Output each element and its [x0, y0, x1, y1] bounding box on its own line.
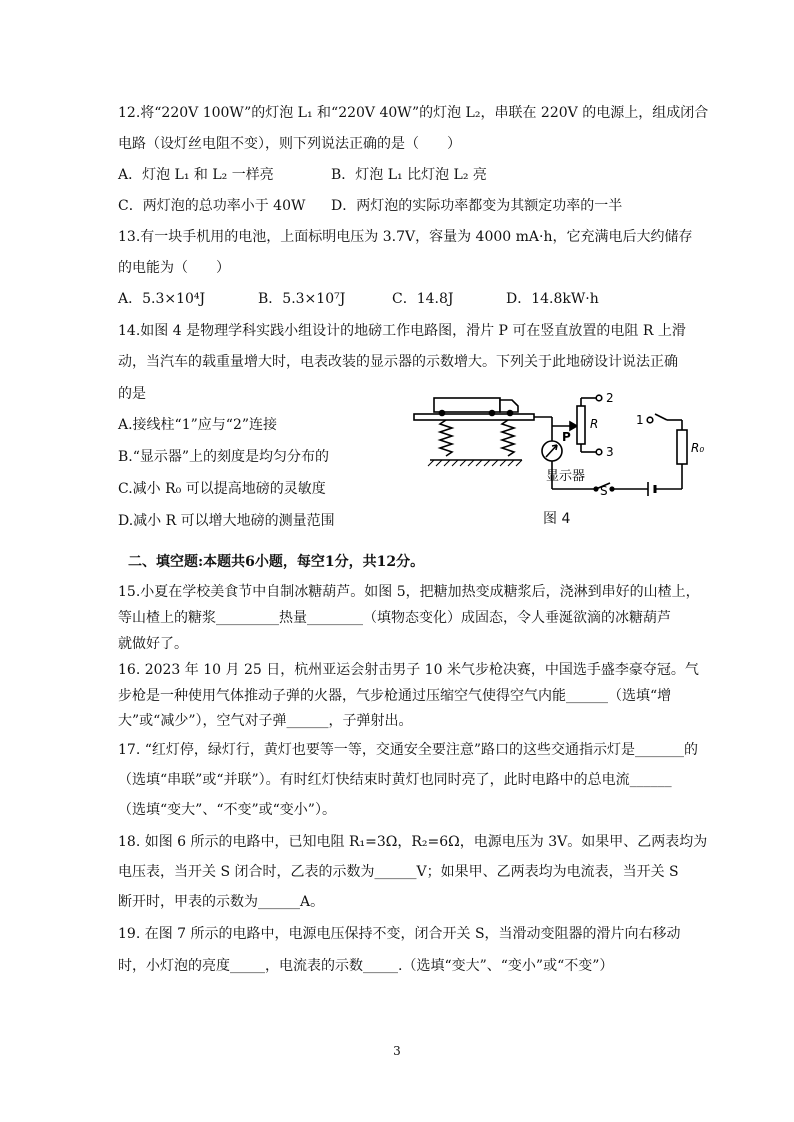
q18-line3: 断开时，甲表的示数为______A。	[118, 894, 325, 910]
q14-stem-line2: 动，当汽车的载重量增大时，电表改装的显示器的示数增大。下列关于此地磅设计说法正确	[118, 354, 678, 370]
q12-option-c: C．两灯泡的总功率小于 40W	[118, 198, 306, 214]
q12-stem-line2: 电路（设灯丝电阻不变），则下列说法正确的是（ ）	[118, 136, 461, 152]
terminal-2	[596, 395, 602, 401]
q18-line2: 电压表，当开关 S 闭合时，乙表的示数为______V；如果甲、乙两表均为电流表，当开关 S	[118, 864, 679, 880]
q12-option-b: B．灯泡 L₁ 比灯泡 L₂ 亮	[331, 167, 487, 183]
q14-stem-line1: 14.如图 4 是物理学科实践小组设计的地磅工作电路图，滑片 P 可在竖直放置的电阻 R 上滑	[118, 323, 686, 339]
scale-platform	[414, 414, 534, 420]
resistor-r-label: R	[590, 417, 599, 431]
q13-stem-line1: 13.有一块手机用的电池，上面标明电压为 3.7V，容量为 4000 mA·h，它充满电后大约储存	[118, 229, 693, 245]
terminal-1	[647, 417, 653, 423]
q12-option-d: D．两灯泡的实际功率都变为其额定功率的一半	[331, 198, 623, 214]
q12-stem-line1: 12.将“220V 100W”的灯泡 L₁ 和“220V 40W”的灯泡 L₂，串联在 220V 的电源上，组成闭合	[118, 105, 709, 121]
spring-right	[502, 420, 514, 456]
q15-line1: 15.小夏在学校美食节中自制冰糖葫芦。如图 5，把糖加热变成糖浆后，浇淋到串好的山楂上，	[118, 584, 700, 600]
q16-line2: 步枪是一种使用气体推动子弹的火器，气步枪通过压缩空气使得空气内能______（选填“增	[118, 688, 672, 704]
q13-stem-line2: 的电能为（ ）	[118, 260, 230, 276]
q16-line1: 16. 2023 年 10 月 25 日，杭州亚运会射击男子 10 米气步枪决赛，中国选手盛李豪夺冠。气	[118, 662, 699, 678]
q13-option-c: C．14.8J	[392, 291, 454, 307]
q15-line3: 就做好了。	[118, 636, 188, 652]
resistor-r	[577, 406, 585, 444]
q17-line2: （选填“串联”或“并联”）。有时红灯快结束时黄灯也同时亮了，此时电路中的总电流______	[118, 772, 672, 788]
q19-line1: 19. 在图 7 所示的电路中，电源电压保持不变，闭合开关 S，当滑动变阻器的滑片向右移动	[118, 926, 681, 942]
q17-line3: （选填“变大”、“不变”或“变小”）。	[118, 802, 336, 818]
q15-line2: 等山楂上的糖浆_________热量________（填物态变化）成固态，令人垂涎欲滴的冰糖葫芦	[118, 610, 671, 626]
q16-line3: 大”或“减少”），空气对子弹______，子弹射出。	[118, 713, 413, 729]
terminal-3	[596, 449, 602, 455]
display-label: 显示器	[546, 469, 586, 484]
terminal-2-label: 2	[606, 391, 614, 405]
q14-option-b: B.“显示器”上的刻度是均匀分布的	[118, 449, 330, 465]
resistor-r0-label: R₀	[691, 441, 705, 455]
q13-option-d: D．14.8kW·h	[506, 291, 599, 307]
page-number: 3	[393, 1044, 401, 1058]
q12-option-a: A．灯泡 L₁ 和 L₂ 一样亮	[118, 167, 274, 183]
truck-body	[434, 398, 500, 412]
q19-line2: 时，小灯泡的亮度_____，电流表的示数_____.（选填“变大”、“变小”或“不变”）	[118, 958, 614, 974]
q13-option-a: A．5.3×10⁴J	[118, 291, 206, 307]
switch-s-label: S	[600, 484, 608, 498]
figure-4-caption: 图 4	[543, 511, 571, 527]
q13-option-b: B．5.3×10⁷J	[258, 291, 346, 307]
terminal-3-label: 3	[606, 445, 614, 459]
q14-option-c: C.减小 R₀ 可以提高地磅的灵敏度	[118, 481, 326, 497]
q18-line1: 18. 如图 6 所示的电路中，已知电阻 R₁=3Ω，R₂=6Ω，电源电压为 3V。如果甲、乙两表均为	[118, 834, 708, 850]
section-2-heading: 二、填空题:本题共6小题，每空1分，共12分。	[128, 554, 425, 570]
q14-option-a: A.接线柱“1”应与“2”连接	[118, 417, 278, 433]
resistor-r0	[677, 430, 687, 464]
q17-line1: 17. “红灯停，绿灯行，黄灯也要等一等，交通安全要注意”路口的这些交通指示灯是_______的	[118, 742, 699, 758]
q14-stem-line3: 的是	[118, 386, 146, 402]
slider-p-label: P	[562, 430, 571, 444]
terminal-1-label: 1	[636, 413, 644, 427]
q14-option-d: D.减小 R 可以增大地磅的测量范围	[118, 513, 335, 529]
spring-left	[440, 420, 452, 456]
slider-p-arrow	[570, 422, 577, 430]
